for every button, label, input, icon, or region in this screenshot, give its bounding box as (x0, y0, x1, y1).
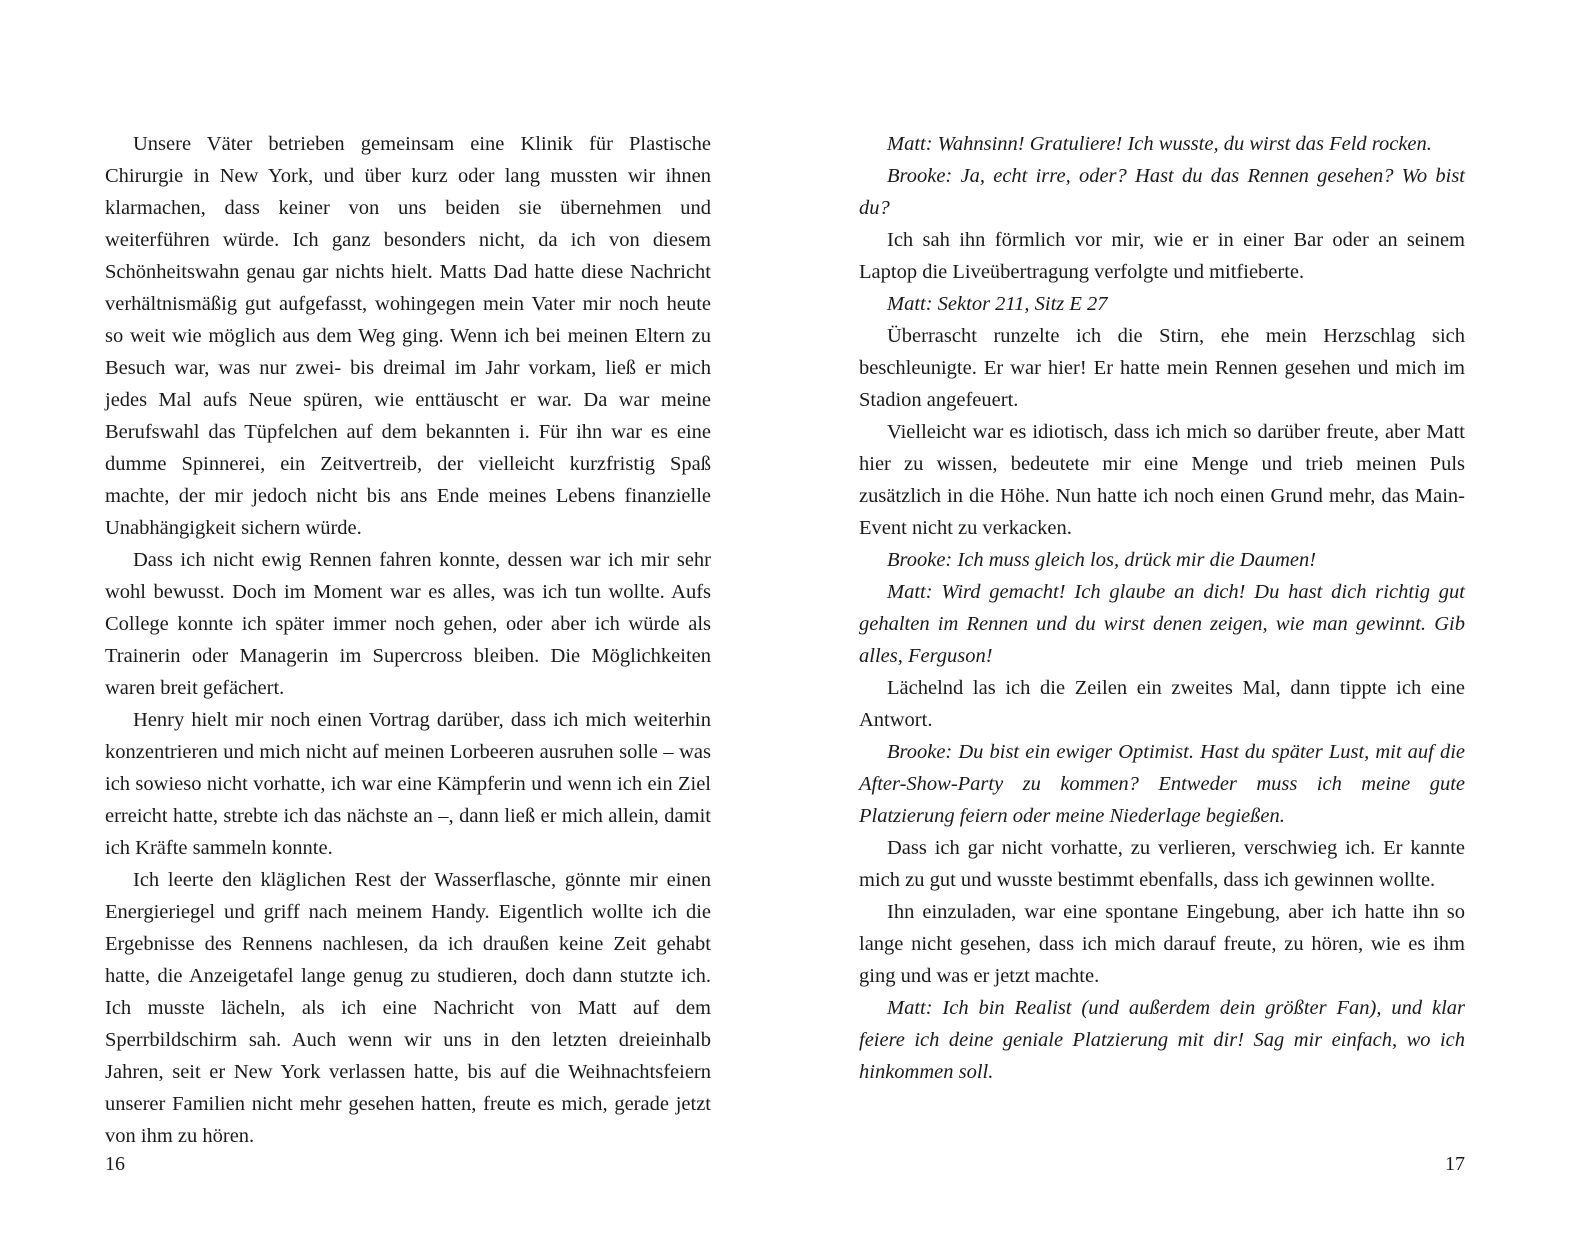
chat-message: Matt: Wird gemacht! Ich glaube an dich! Du hast dich richtig gut gehalten im Rennen und du wirst denen zeigen, wie man gewinnt. Gib alles, Ferguson! (859, 581, 1465, 667)
paragraph: Überrascht runzelte ich die Stirn, ehe mein Herzschlag sich beschleunigte. Er war hier! Er hatte mein Rennen gesehen und mich im Stadion angefeuert. (859, 325, 1465, 411)
paragraph: Dass ich nicht ewig Rennen fahren konnte, dessen war ich mir sehr wohl bewusst. Doch im Moment war es alles, was ich tun wollte. Aufs College konnte ich später immer noch gehen, oder aber ich würde als Trainerin oder Managerin im Supercross bleiben. Die Möglichkeiten waren breit gefächert. (105, 549, 711, 699)
chat-message: Brooke: Ich muss gleich los, drück mir die Daumen! (887, 549, 1317, 571)
chat-message: Brooke: Ja, echt irre, oder? Hast du das Rennen gesehen? Wo bist du? (859, 165, 1465, 219)
paragraph: Henry hielt mir noch einen Vortrag darüber, dass ich mich weiterhin konzentrieren und mich nicht auf meinen Lorbeeren ausruhen solle – was ich sowieso nicht vorhatte, ich war eine Kämpferin und wenn ich ein Ziel erreicht hatte, strebte ich das nächste an –, dann ließ er mich allein, damit ich Kräfte sammeln konnte. (105, 709, 711, 859)
page-number: 17 (1445, 1153, 1465, 1175)
left-page-text (105, 128, 711, 1152)
chat-message: Matt: Wahnsinn! Gratuliere! Ich wusste, du wirst das Feld rocken. (887, 133, 1432, 155)
chat-message: Brooke: Du bist ein ewiger Optimist. Hast du später Lust, mit auf die After-Show-Party zu kommen? Entweder muss ich meine gute Platzierung feiern oder meine Niederlage begießen. (859, 741, 1465, 827)
paragraph: Ihn einzuladen, war eine spontane Eingebung, aber ich hatte ihn so lange nicht gesehen, dass ich mich darauf freute, zu hören, wie es ihm ging und was er jetzt machte. (859, 901, 1465, 987)
right-page-text (859, 128, 1465, 1088)
paragraph: Ich sah ihn förmlich vor mir, wie er in einer Bar oder an seinem Laptop die Liveübertragung verfolgte und mitfieberte. (859, 229, 1465, 283)
paragraph: Lächelnd las ich die Zeilen ein zweites Mal, dann tippte ich eine Antwort. (859, 677, 1465, 731)
chat-message: Matt: Ich bin Realist (und außerdem dein größter Fan), und klar feiere ich deine geniale Platzierung mit dir! Sag mir einfach, wo ich hinkommen soll. (859, 997, 1465, 1083)
paragraph: Unsere Väter betrieben gemeinsam eine Klinik für Plastische Chirurgie in New York, und über kurz oder lang mussten wir ihnen klarmachen, dass keiner von uns beiden sie übernehmen und weiterführen würde. Ich ganz besonders nicht, da ich von diesem Schönheitswahn genau gar nichts hielt. Matts Dad hatte diese Nachricht verhältnismäßig gut aufgefasst, wohingegen mein Vater mir noch heute so weit wie möglich aus dem Weg ging. Wenn ich bei meinen Eltern zu Besuch war, was nur zwei- bis dreimal im Jahr vorkam, ließ er mich jedes Mal aufs Neue spüren, wie enttäuscht er war. Da war meine Berufswahl das Tüpfelchen auf dem bekannten i. Für ihn war es eine dumme Spinnerei, ein Zeitvertreib, der vielleicht kurzfristig Spaß machte, der mir jedoch nicht bis ans Ende meines Lebens finanzielle Unabhängigkeit sichern würde. (105, 133, 711, 539)
paragraph: Ich leerte den kläglichen Rest der Wasserflasche, gönnte mir einen Energieriegel und griff nach meinem Handy. Eigentlich wollte ich die Ergebnisse des Rennens nachlesen, da ich draußen keine Zeit gehabt hatte, die Anzeigetafel lange genug zu studieren, doch dann stutzte ich. Ich musste lächeln, als ich eine Nachricht von Matt auf dem Sperrbildschirm sah. Auch wenn wir uns in den letzten dreieinhalb Jahren, seit er New York verlassen hatte, bis auf die Weihnachtsfeiern unserer Familien nicht mehr gesehen hatten, freute es mich, gerade jetzt von ihm zu hören. (105, 869, 711, 1147)
paragraph: Dass ich gar nicht vorhatte, zu verlieren, verschwieg ich. Er kannte mich zu gut und wusste bestimmt ebenfalls, dass ich gewinnen wollte. (859, 837, 1465, 891)
chat-message: Matt: Sektor 211, Sitz E 27 (887, 293, 1108, 315)
page-number: 16 (105, 1153, 125, 1175)
paragraph: Vielleicht war es idiotisch, dass ich mich so darüber freute, aber Matt hier zu wissen, bedeutete mir eine Menge und trieb meinen Puls zusätzlich in die Höhe. Nun hatte ich noch einen Grund mehr, das Main-Event nicht zu verkacken. (859, 421, 1465, 539)
right-page (797, 0, 1594, 1240)
